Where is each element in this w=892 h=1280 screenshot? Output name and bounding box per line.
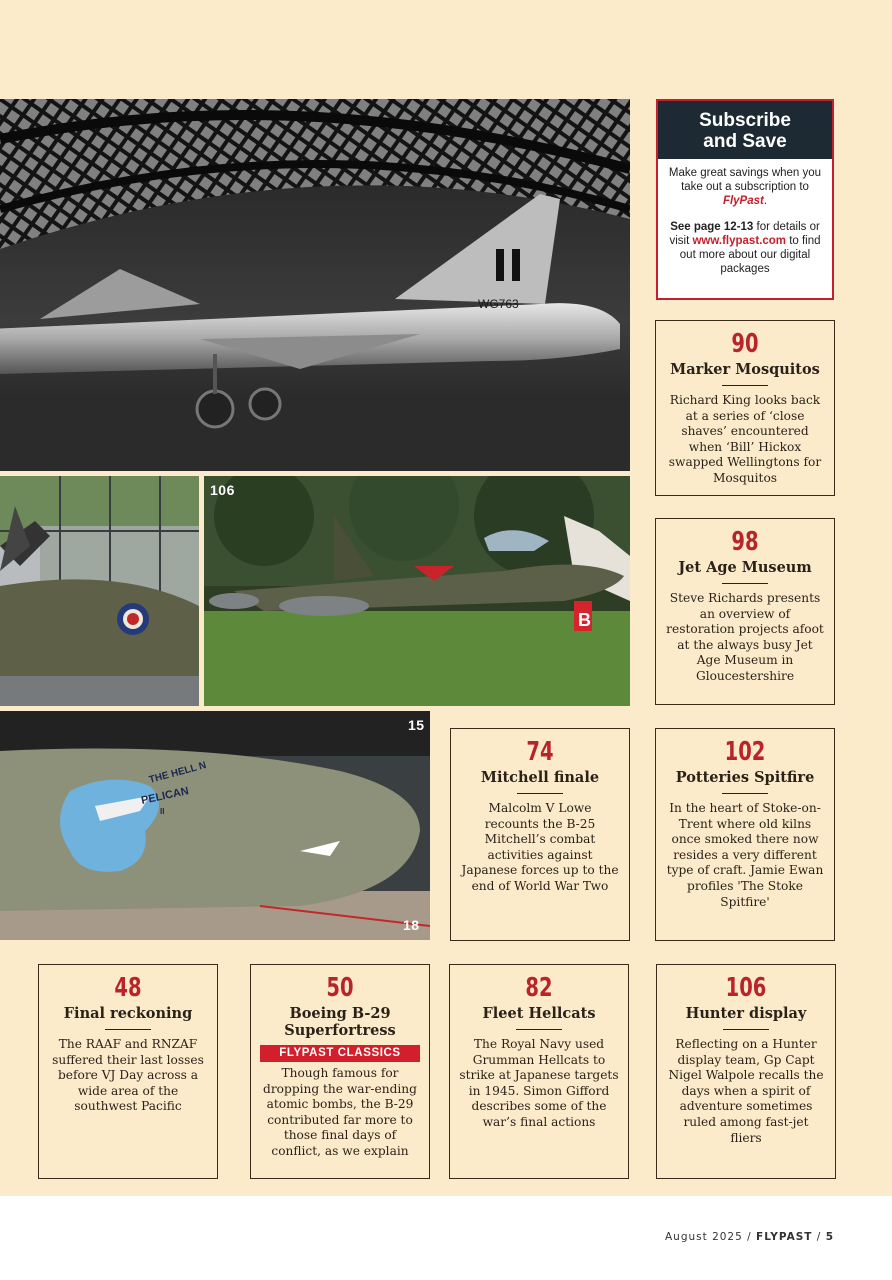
article-card-mitchell-finale[interactable] bbox=[450, 728, 630, 941]
article-card-jet-age-museum[interactable] bbox=[655, 518, 835, 705]
nose-art-name-2: PELICAN bbox=[140, 785, 190, 807]
article-card-marker-mosquitos[interactable] bbox=[655, 320, 835, 496]
article-card-potteries-spitfire[interactable] bbox=[655, 728, 835, 941]
subscribe-body bbox=[658, 159, 832, 276]
subscribe-text1: Make great savings when you take out a subscription to bbox=[668, 167, 822, 194]
footer-date: August 2025 bbox=[664, 1231, 743, 1243]
article-summary: Malcolm V Lowe recounts the B-25 Mitchell’s combat activities against Japanese forces up to the end of World War Two bbox=[461, 801, 619, 893]
article-title: Final reckoning bbox=[63, 1005, 193, 1022]
divider bbox=[722, 583, 768, 584]
divider bbox=[105, 1029, 151, 1030]
article-page-number: 98 bbox=[731, 527, 759, 557]
article-page-number: 102 bbox=[724, 737, 766, 767]
article-card-boeing-b29[interactable] bbox=[250, 964, 430, 1179]
article-title: Fleet Hellcats bbox=[482, 1005, 596, 1022]
subscribe-heading-line1: Subscribe bbox=[699, 110, 791, 131]
article-summary: The RAAF and RNZAF suffered their last losses before VJ Day across a wide area of the southwest Pacific bbox=[52, 1037, 204, 1114]
article-page-number: 48 bbox=[114, 973, 142, 1003]
subscribe-text2: for details or visit bbox=[669, 220, 820, 247]
article-title: Potteries Spitfire bbox=[675, 769, 815, 786]
flypast-classics-badge: FLYPAST CLASSICS bbox=[260, 1045, 420, 1062]
fin-letter: B bbox=[578, 610, 591, 630]
subscribe-heading-line2: and Save bbox=[703, 131, 787, 152]
photo-page-label-106: 106 bbox=[210, 482, 235, 498]
page-footer bbox=[665, 1231, 834, 1243]
article-summary: Steve Richards presents an overview of restoration projects afoot at the always busy Jet Age Museum in Gloucestershire bbox=[666, 591, 824, 683]
aircraft-serial: WG763 bbox=[478, 297, 519, 311]
photo-page-label-15: 15 bbox=[408, 717, 425, 733]
divider bbox=[723, 1029, 769, 1030]
divider bbox=[516, 1029, 562, 1030]
article-title: Jet Age Museum bbox=[678, 559, 812, 576]
article-summary: Though famous for dropping the war-ending atomic bombs, the B-29 contributed far more to those final days of conflict, as we explain bbox=[263, 1066, 417, 1158]
mitchell-nose-art-photo bbox=[0, 711, 430, 940]
article-page-number: 106 bbox=[725, 973, 767, 1003]
article-summary: In the heart of Stoke-on-Trent where old kilns once smoked there now resides a very different type of craft. Jamie Ewan profiles 'The Stoke Spitfire' bbox=[666, 801, 824, 909]
article-title: Marker Mosquitos bbox=[670, 361, 820, 378]
article-page-number: 90 bbox=[731, 329, 759, 359]
article-summary: Reflecting on a Hunter display team, Gp Capt Nigel Walpole recalls the days when a spirit of adventure sometimes ruled among fast-jet fliers bbox=[668, 1037, 824, 1145]
nose-art-numeral: II bbox=[160, 807, 165, 816]
article-page-number: 50 bbox=[326, 973, 354, 1003]
article-card-fleet-hellcats[interactable] bbox=[449, 964, 629, 1179]
footer-page-number: 5 bbox=[825, 1231, 834, 1243]
subscribe-text3: to find out more about our digital packages bbox=[679, 234, 821, 276]
subscribe-see-page: See page 12-13 bbox=[670, 220, 754, 233]
article-page-number: 82 bbox=[525, 973, 553, 1003]
subscribe-box[interactable] bbox=[656, 99, 834, 300]
article-summary: The Royal Navy used Grumman Hellcats to strike at Japanese targets in 1945. Simon Gifford describes some of the war’s final actions bbox=[459, 1037, 619, 1129]
divider bbox=[517, 793, 563, 794]
article-title: Hunter display bbox=[685, 1005, 807, 1022]
divider bbox=[722, 793, 768, 794]
spitfire-gallery-photo bbox=[0, 476, 199, 706]
photo-page-label-18: 18 bbox=[403, 917, 420, 933]
subscribe-heading bbox=[658, 101, 832, 159]
subscribe-text1-end: . bbox=[763, 195, 768, 208]
hunter-museum-photo bbox=[204, 476, 630, 706]
footer-separator: / bbox=[747, 1231, 752, 1243]
subscribe-brand: FlyPast bbox=[722, 195, 764, 208]
divider bbox=[722, 385, 768, 386]
article-title: Mitchell finale bbox=[480, 769, 600, 786]
article-page-number: 74 bbox=[526, 737, 554, 767]
article-card-final-reckoning[interactable] bbox=[38, 964, 218, 1179]
article-title: Boeing B-29 Superfortress bbox=[284, 1005, 396, 1039]
article-card-hunter-display[interactable] bbox=[656, 964, 836, 1179]
lightning-hangar-photo bbox=[0, 99, 630, 471]
nose-art-name: THE HELL N bbox=[147, 760, 208, 786]
subscribe-url-link[interactable]: www.flypast.com bbox=[692, 234, 786, 247]
footer-separator: / bbox=[816, 1231, 822, 1243]
footer-magazine-name: FLYPAST bbox=[756, 1231, 813, 1243]
article-summary: Richard King looks back at a series of ‘close shaves’ encountered when ‘Bill’ Hickox swapped Wellingtons for Mosquitos bbox=[668, 393, 822, 485]
